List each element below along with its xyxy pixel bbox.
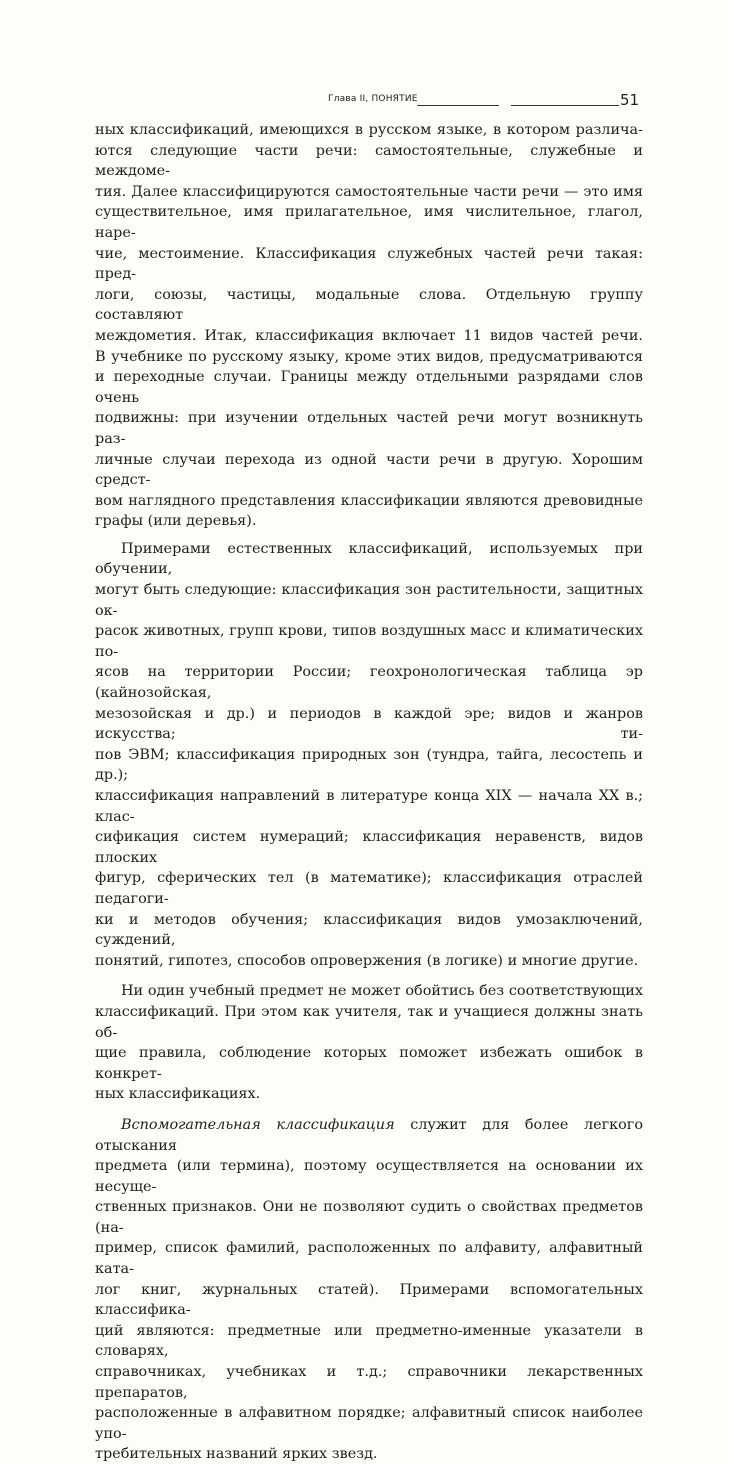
text-line: ных классификаций, имеющихся в русском языке, в котором различа- bbox=[95, 122, 643, 138]
text-line: существительное, имя прилагательное, имя числительное, глагол, наре- bbox=[95, 204, 643, 241]
text-line: ются следующие части речи: самостоятельные, служебные и междоме- bbox=[95, 142, 643, 180]
running-header bbox=[328, 91, 640, 112]
text-line: тия. Далее классифицируются самостоятельные части речи — это имя bbox=[95, 183, 643, 200]
text-line: логи, союзы, частицы, модальные слова. Отдельную группу составляют bbox=[95, 286, 643, 324]
text-line: предмета (или термина), поэтому осуществляется на основании их несуще- bbox=[95, 1158, 643, 1195]
text-line: классификаций. При этом как учителя, так и учащиеся должны знать об- bbox=[95, 1003, 643, 1041]
page-number: 51 bbox=[620, 91, 640, 109]
header-rule bbox=[417, 105, 499, 106]
text-line: ных классификациях. bbox=[95, 1086, 261, 1103]
text-line: ки и методов обучения; классификация видов умозаключений, суждений, bbox=[95, 911, 643, 949]
text-line: справочниках, учебниках и т.д.; справочники лекарственных препаратов, bbox=[95, 1364, 643, 1401]
text-line: пример, список фамилий, расположенных по алфавиту, алфавитный ката- bbox=[95, 1240, 643, 1278]
text-line: ций являются: предметные или предметно-именные указатели в словарях, bbox=[95, 1322, 643, 1360]
text-line: лог книг, журнальных статей). Примерами вспомогательных классифика- bbox=[95, 1281, 643, 1319]
text-line bbox=[95, 1115, 643, 1156]
text-line: ственных признаков. Они не позволяют судить о свойствах предметов (на- bbox=[95, 1199, 643, 1236]
body-text bbox=[95, 120, 643, 1465]
text-line: требительных названий ярких звезд. bbox=[95, 1446, 378, 1463]
text-fragment: служит для более легкого отыскания bbox=[95, 1116, 644, 1154]
text-line: личные случаи перехода из одной части речи в другую. Хорошим средст- bbox=[95, 451, 643, 489]
text-line: вом наглядного представления классификации являются древовидные bbox=[95, 492, 643, 509]
chapter-title: Глава II, ПОНЯТИЕ bbox=[328, 94, 418, 104]
text-line: сификация систем нумераций; классификация неравенств, видов плоских bbox=[95, 829, 643, 866]
text-line: фигур, сферических тел (в математике); классификация отраслей педагоги- bbox=[95, 870, 643, 907]
header-rule bbox=[511, 105, 619, 106]
text-line: щие правила, соблюдение которых поможет избежать ошибок в конкрет- bbox=[95, 1045, 643, 1082]
text-line: классификация направлений в литературе конца XIX — начала XX в.; клас- bbox=[95, 788, 643, 825]
text-line: расок животных, групп крови, типов воздушных масс и климатических по- bbox=[95, 623, 643, 660]
text-line: Примерами естественных классификаций, используемых при обучении, bbox=[95, 540, 643, 578]
text-line: и переходные случаи. Границы между отдельными разрядами слов очень bbox=[95, 369, 643, 406]
text-line: мезозойская и др.) и периодов в каждой эре; видов и жанров искусства; ти- bbox=[95, 705, 643, 743]
text-line: Ни один учебный предмет не может обойтись без соответствующих bbox=[121, 983, 643, 1000]
text-line: расположенные в алфавитном порядке; алфавитный список наиболее упо- bbox=[95, 1405, 643, 1442]
text-line: могут быть следующие: классификация зон растительности, защитных ок- bbox=[95, 582, 643, 619]
text-line: междометия. Итак, классификация включает 11 видов частей речи. bbox=[95, 327, 643, 344]
text-line: подвижны: при изучении отдельных частей речи могут возникнуть раз- bbox=[95, 410, 643, 447]
text-line: В учебнике по русскому языку, кроме этих видов, предусматриваются bbox=[95, 348, 643, 365]
text-line: пов ЭВМ; классификация природных зон (тундра, тайга, лесостепь и др.); bbox=[95, 746, 643, 784]
text-line: чие, местоимение. Классификация служебных частей речи такая: пред- bbox=[95, 245, 643, 283]
text-line: понятий, гипотез, способов опровержения (в логике) и многие другие. bbox=[95, 952, 639, 969]
text-line: ясов на территории России; геохронологическая таблица эр (кайнозойская, bbox=[95, 664, 643, 702]
text-line: графы (или деревья). bbox=[95, 513, 257, 530]
italic-term: Вспомогательная классификация bbox=[121, 1116, 395, 1133]
